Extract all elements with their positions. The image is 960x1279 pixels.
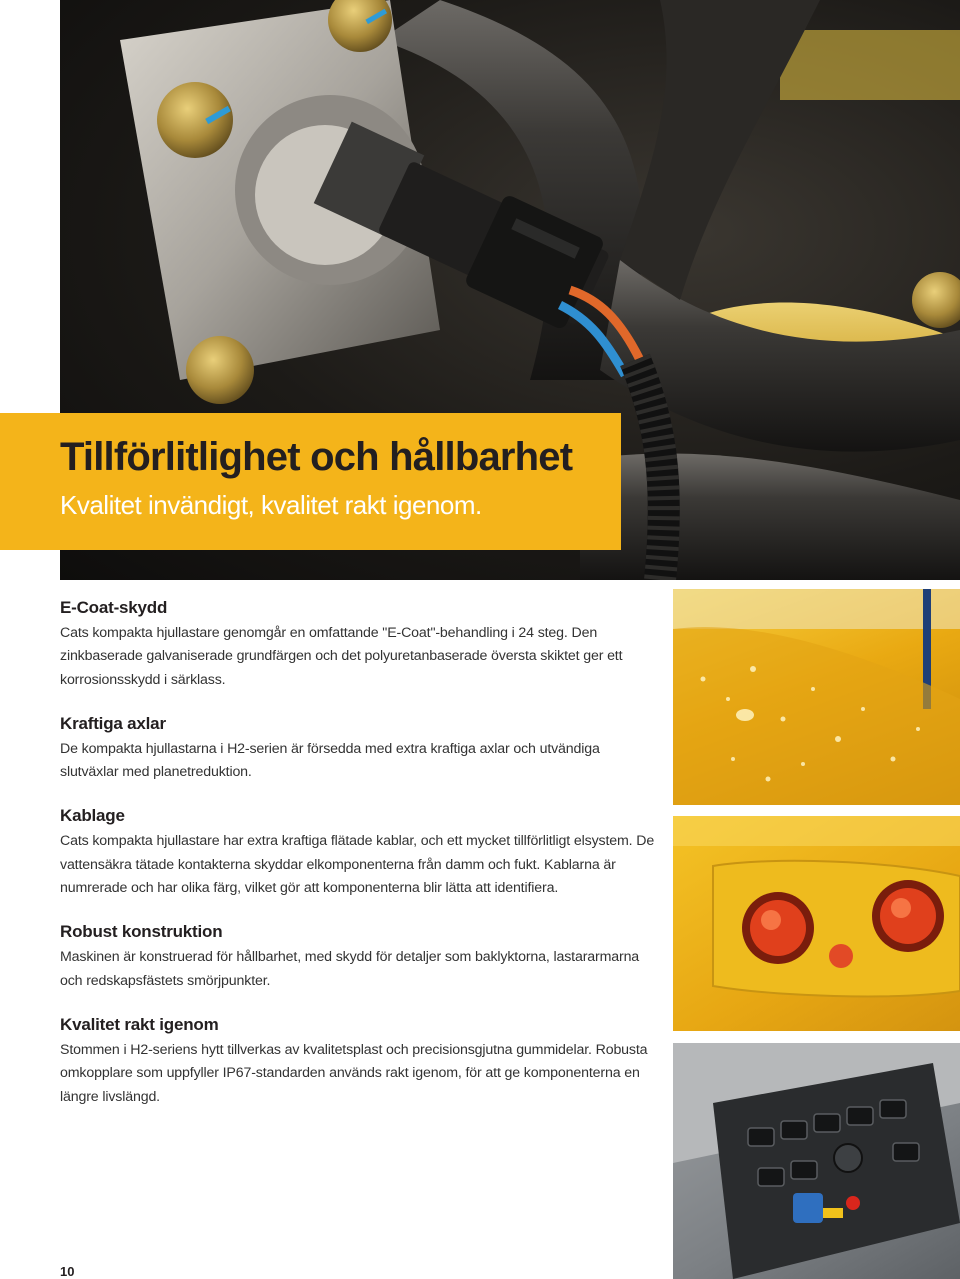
page-number: 10 xyxy=(60,1264,75,1279)
section-heading: Kraftiga axlar xyxy=(60,713,166,733)
rear-lights-illustration xyxy=(673,816,960,1031)
title-band xyxy=(0,413,621,550)
page-title: Tillförlitlighet och hållbarhet xyxy=(60,435,573,479)
body-content xyxy=(60,598,660,1131)
photo-yellow-coating xyxy=(673,589,960,805)
switch-panel-illustration xyxy=(673,1043,960,1279)
yellow-coating-illustration xyxy=(673,589,960,805)
section-heading: E-Coat-skydd xyxy=(60,598,168,617)
section-heading: Kvalitet rakt igenom xyxy=(60,1014,219,1034)
photo-switch-panel xyxy=(673,1043,960,1279)
section-text: Cats kompakta hjullastare har extra kraftiga flätade kablar, och ett mycket tillförlitligt elsystem. De vattensäkra tätade kontakterna skyddar elkomponenterna från damm och fukt. Kablarna är numrerade och har olika färg, vilket gör att komponenterna blir lätta att identifiera. xyxy=(60,833,655,897)
section-e-coat xyxy=(60,598,660,692)
section-robust xyxy=(60,922,660,993)
section-text: De kompakta hjullastarna i H2-serien är försedda med extra kraftiga axlar och utvändiga slutväxlar med planetreduktion. xyxy=(60,740,600,781)
section-text: Cats kompakta hjullastare genomgår en omfattande "E-Coat"-behandling i 24 steg. Den zinkbaserade galvaniserade grundfärgen och det polyuretanbaserade översta skiktet ger ett korrosionsskydd i särklass. xyxy=(60,625,623,688)
section-text: Stommen i H2-seriens hytt tillverkas av kvalitetsplast och precisionsgjutna gummidelar. Robusta omkopplare som uppfyller IP67-standarden används rakt igenom, för att ge komponenterna en längre livslängd. xyxy=(60,1041,648,1105)
section-text: Maskinen är konstruerad för hållbarhet, med skydd för detaljer som baklyktorna, lastararmarna och redskapsfästets smörjpunkter. xyxy=(60,949,640,989)
section-heading: Robust konstruktion xyxy=(60,922,223,942)
section-wiring xyxy=(60,806,660,900)
section-quality xyxy=(60,1015,660,1109)
page-subtitle: Kvalitet invändigt, kvalitet rakt igenom. xyxy=(60,490,482,520)
photo-rear-lights xyxy=(673,816,960,1031)
section-axles xyxy=(60,714,660,785)
section-heading: Kablage xyxy=(60,806,125,826)
